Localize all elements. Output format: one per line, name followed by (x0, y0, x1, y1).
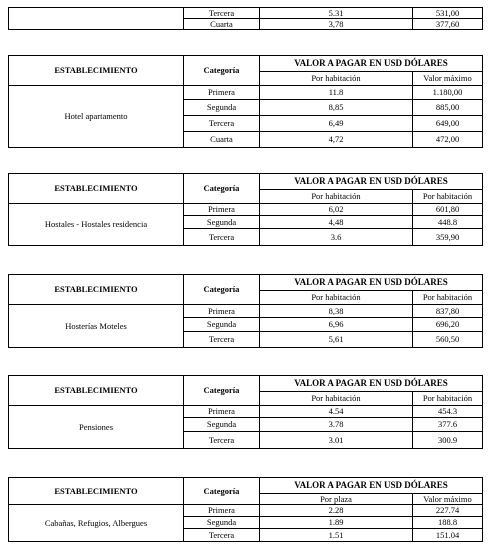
sub-header-per-room: Por habitación (260, 72, 413, 86)
value-header: VALOR A PAGAR EN USD DÓLARES (260, 56, 483, 72)
category-cell: Segunda (184, 100, 260, 116)
value-cell: 454.3 (413, 406, 483, 418)
value-cell: 1.180,00 (413, 86, 483, 100)
category-cell: Tercera (184, 529, 260, 542)
rate-table-hostales (8, 173, 483, 246)
per-room-cell: 4,48 (260, 216, 413, 229)
table-header-row (9, 478, 483, 494)
category-cell: Segunda (184, 318, 260, 332)
establishment-cell (9, 8, 184, 30)
category-cell: Tercera (184, 432, 260, 449)
establishment-name: Cabañas, Refugios, Albergues (9, 505, 184, 542)
per-room-cell: 8,38 (260, 305, 413, 318)
sub-header-second: Por habitación (413, 291, 483, 305)
establishment-name: Pensiones (9, 406, 184, 449)
establishment-header: ESTABLECIMIENTO (9, 174, 184, 204)
value-header: VALOR A PAGAR EN USD DÓLARES (260, 376, 483, 392)
value-cell: 359,90 (413, 229, 483, 246)
per-room-cell: 11.8 (260, 86, 413, 100)
value-header: VALOR A PAGAR EN USD DÓLARES (260, 275, 483, 291)
sub-header-second: Por habitación (413, 392, 483, 406)
establishment-name: Hotel apartamento (9, 86, 184, 148)
sub-header-per-room: Por habitación (260, 392, 413, 406)
table-header-row (9, 174, 483, 190)
category-cell: Tercera (184, 229, 260, 246)
value-header: VALOR A PAGAR EN USD DÓLARES (260, 174, 483, 190)
category-header: Categoría (184, 376, 260, 406)
top-continuation-table (8, 7, 483, 30)
sub-header-per-room: Por habitación (260, 190, 413, 204)
category-header: Categoría (184, 56, 260, 86)
per-room-cell: 6,02 (260, 204, 413, 216)
establishment-header: ESTABLECIMIENTO (9, 56, 184, 86)
value-cell: 300.9 (413, 432, 483, 449)
table-row (9, 8, 483, 19)
establishment-header: ESTABLECIMIENTO (9, 275, 184, 305)
per-room-cell: 6,49 (260, 116, 413, 132)
rate-table-cabanas (8, 477, 483, 542)
rate-table-pensiones (8, 375, 483, 449)
category-cell: Primera (184, 505, 260, 517)
establishment-header: ESTABLECIMIENTO (9, 478, 184, 505)
table-row (9, 505, 483, 517)
per-room-cell: 6,96 (260, 318, 413, 332)
table-row (9, 86, 483, 100)
per-room-cell: 3.6 (260, 229, 413, 246)
category-cell: Segunda (184, 216, 260, 229)
rate-table-hosterias-moteles (8, 274, 483, 348)
establishment-header: ESTABLECIMIENTO (9, 376, 184, 406)
category-cell: Cuarta (184, 132, 260, 148)
value-cell: 188.8 (413, 517, 483, 529)
establishment-name: Hostales - Hostales residencia (9, 204, 184, 246)
value-cell: 472,00 (413, 132, 483, 148)
category-cell: Cuarta (184, 19, 260, 30)
category-header: Categoría (184, 174, 260, 204)
value-cell: 649,00 (413, 116, 483, 132)
table-header-row (9, 275, 483, 291)
value-cell: 377,60 (413, 19, 483, 30)
category-cell: Tercera (184, 116, 260, 132)
sub-header-second: Valor máximo (413, 494, 483, 505)
value-cell: 531,00 (413, 8, 483, 19)
table-row (9, 305, 483, 318)
sub-header-second: Por habitación (413, 190, 483, 204)
value-cell: 885,00 (413, 100, 483, 116)
value-cell: 377.6 (413, 418, 483, 432)
value-cell: 837,80 (413, 305, 483, 318)
per-room-cell: 1.89 (260, 517, 413, 529)
per-room-cell: 4,72 (260, 132, 413, 148)
table-header-row (9, 376, 483, 392)
per-room-cell: 5.31 (260, 8, 413, 19)
category-cell: Primera (184, 406, 260, 418)
sub-header-per-place: Por plaza (260, 494, 413, 505)
value-cell: 560,50 (413, 332, 483, 348)
sub-header-per-room: Por habitación (260, 291, 413, 305)
category-cell: Segunda (184, 418, 260, 432)
establishment-name: Hosterías Moteles (9, 305, 184, 348)
sub-header-second: Valor máximo (413, 72, 483, 86)
value-cell: 227.74 (413, 505, 483, 517)
category-cell: Segunda (184, 517, 260, 529)
per-room-cell: 3.78 (260, 418, 413, 432)
table-row (9, 204, 483, 216)
category-cell: Primera (184, 86, 260, 100)
table-header-row (9, 56, 483, 72)
per-room-cell: 4.54 (260, 406, 413, 418)
per-room-cell: 1.51 (260, 529, 413, 542)
category-cell: Primera (184, 204, 260, 216)
value-cell: 448.8 (413, 216, 483, 229)
category-cell: Tercera (184, 332, 260, 348)
category-header: Categoría (184, 478, 260, 505)
per-room-cell: 8,85 (260, 100, 413, 116)
per-room-cell: 3.01 (260, 432, 413, 449)
rate-table-hotel-apartamento (8, 55, 483, 148)
category-cell: Tercera (184, 8, 260, 19)
value-cell: 601,80 (413, 204, 483, 216)
per-room-cell: 2.28 (260, 505, 413, 517)
per-room-cell: 5,61 (260, 332, 413, 348)
value-header: VALOR A PAGAR EN USD DÓLARES (260, 478, 483, 494)
category-cell: Primera (184, 305, 260, 318)
value-cell: 696,20 (413, 318, 483, 332)
value-cell: 151.04 (413, 529, 483, 542)
per-room-cell: 3,78 (260, 19, 413, 30)
category-header: Categoría (184, 275, 260, 305)
table-row (9, 406, 483, 418)
